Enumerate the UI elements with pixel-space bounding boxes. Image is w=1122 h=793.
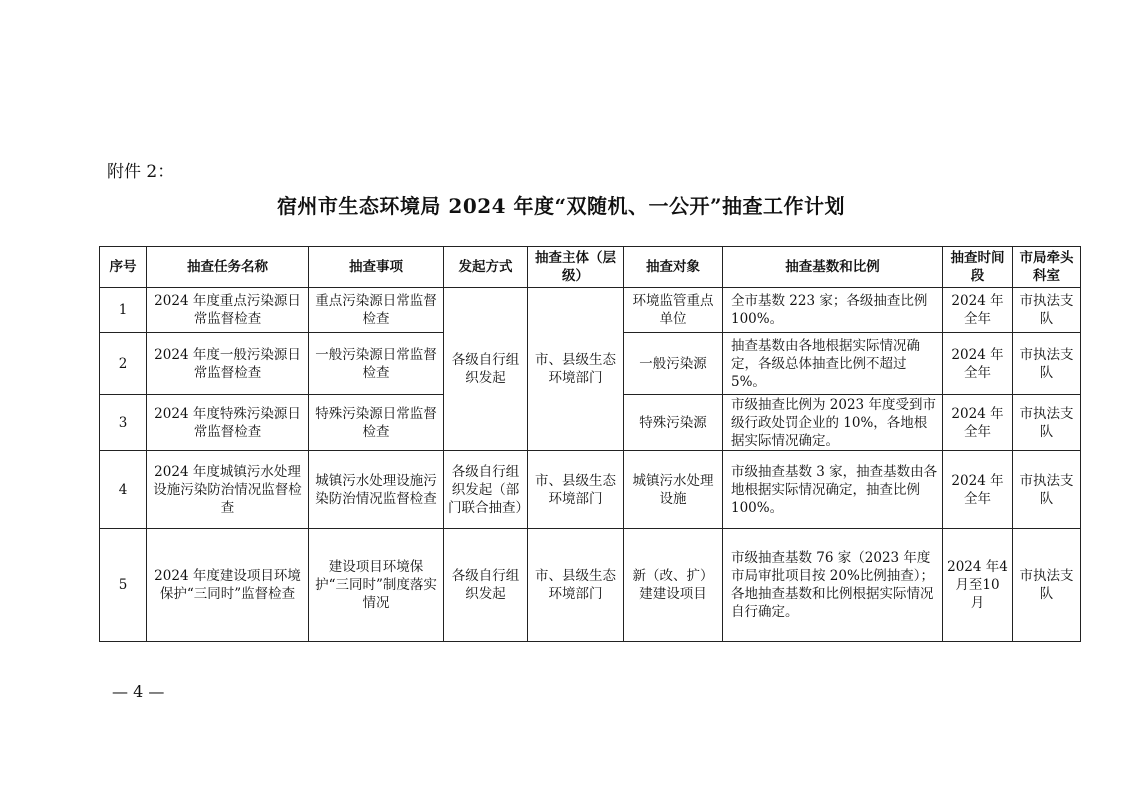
cell-period: 2024 年全年: [943, 333, 1013, 395]
cell-subject: 市、县级生态环境部门: [528, 288, 624, 451]
cell-object: 新（改、扩）建建设项目: [624, 529, 723, 642]
cell-no: 4: [100, 451, 147, 529]
page-number: — 4 —: [112, 682, 165, 701]
cell-task: 2024 年度特殊污染源日常监督检查: [147, 395, 309, 451]
cell-ratio: 市级抽查基数 76 家（2023 年度市局审批项目按 20%比例抽查）；各地抽查基数和比例根据实际情况自行确定。: [723, 529, 943, 642]
table-row: [100, 529, 1081, 642]
cell-dept: 市执法支队: [1013, 529, 1081, 642]
header-subject: 抽查主体（层级）: [528, 247, 624, 288]
cell-object: 环境监管重点单位: [624, 288, 723, 333]
cell-no: 1: [100, 288, 147, 333]
header-item: 抽查事项: [309, 247, 444, 288]
cell-subject: 市、县级生态环境部门: [528, 451, 624, 529]
table-row: [100, 451, 1081, 529]
header-ratio: 抽查基数和比例: [723, 247, 943, 288]
cell-item: 重点污染源日常监督检查: [309, 288, 444, 333]
cell-dept: 市执法支队: [1013, 451, 1081, 529]
table-header-row: [100, 247, 1081, 288]
cell-task: 2024 年度一般污染源日常监督检查: [147, 333, 309, 395]
cell-ratio: 全市基数 223 家；各级抽查比例 100%。: [723, 288, 943, 333]
inspection-plan-table: [99, 246, 1081, 642]
cell-dept: 市执法支队: [1013, 333, 1081, 395]
cell-item: 建设项目环境保护“三同时”制度落实情况: [309, 529, 444, 642]
cell-object: 城镇污水处理设施: [624, 451, 723, 529]
cell-item: 特殊污染源日常监督检查: [309, 395, 444, 451]
cell-no: 3: [100, 395, 147, 451]
cell-ratio: 市级抽查比例为 2023 年度受到市级行政处罚企业的 10%，各地根据实际情况确定。: [723, 395, 943, 451]
cell-object: 一般污染源: [624, 333, 723, 395]
cell-task: 2024 年度建设项目环境保护“三同时”监督检查: [147, 529, 309, 642]
cell-item: 城镇污水处理设施污染防治情况监督检查: [309, 451, 444, 529]
cell-ratio: 抽查基数由各地根据实际情况确定，各级总体抽查比例不超过 5%。: [723, 333, 943, 395]
cell-dept: 市执法支队: [1013, 395, 1081, 451]
header-period: 抽查时间段: [943, 247, 1013, 288]
document-title: 宿州市生态环境局 2024 年度“双随机、一公开”抽查工作计划: [276, 194, 846, 218]
cell-initiation: 各级自行组织发起: [444, 529, 528, 642]
attachment-label: 附件 2：: [107, 162, 175, 182]
cell-no: 2: [100, 333, 147, 395]
header-task: 抽查任务名称: [147, 247, 309, 288]
cell-period: 2024 年4 月至10 月: [943, 529, 1013, 642]
cell-dept: 市执法支队: [1013, 288, 1081, 333]
header-dept: 市局牵头科室: [1013, 247, 1081, 288]
cell-period: 2024 年全年: [943, 288, 1013, 333]
cell-task: 2024 年度城镇污水处理设施污染防治情况监督检查: [147, 451, 309, 529]
cell-initiation: 各级自行组织发起（部门联合抽查）: [444, 451, 528, 529]
cell-item: 一般污染源日常监督检查: [309, 333, 444, 395]
cell-object: 特殊污染源: [624, 395, 723, 451]
cell-period: 2024 年全年: [943, 395, 1013, 451]
table-row: [100, 288, 1081, 333]
header-initiation: 发起方式: [444, 247, 528, 288]
cell-task: 2024 年度重点污染源日常监督检查: [147, 288, 309, 333]
cell-no: 5: [100, 529, 147, 642]
cell-initiation: 各级自行组织发起: [444, 288, 528, 451]
cell-subject: 市、县级生态环境部门: [528, 529, 624, 642]
cell-period: 2024 年全年: [943, 451, 1013, 529]
header-object: 抽查对象: [624, 247, 723, 288]
header-no: 序号: [100, 247, 147, 288]
cell-ratio: 市级抽查基数 3 家，抽查基数由各地根据实际情况确定，抽查比例 100%。: [723, 451, 943, 529]
